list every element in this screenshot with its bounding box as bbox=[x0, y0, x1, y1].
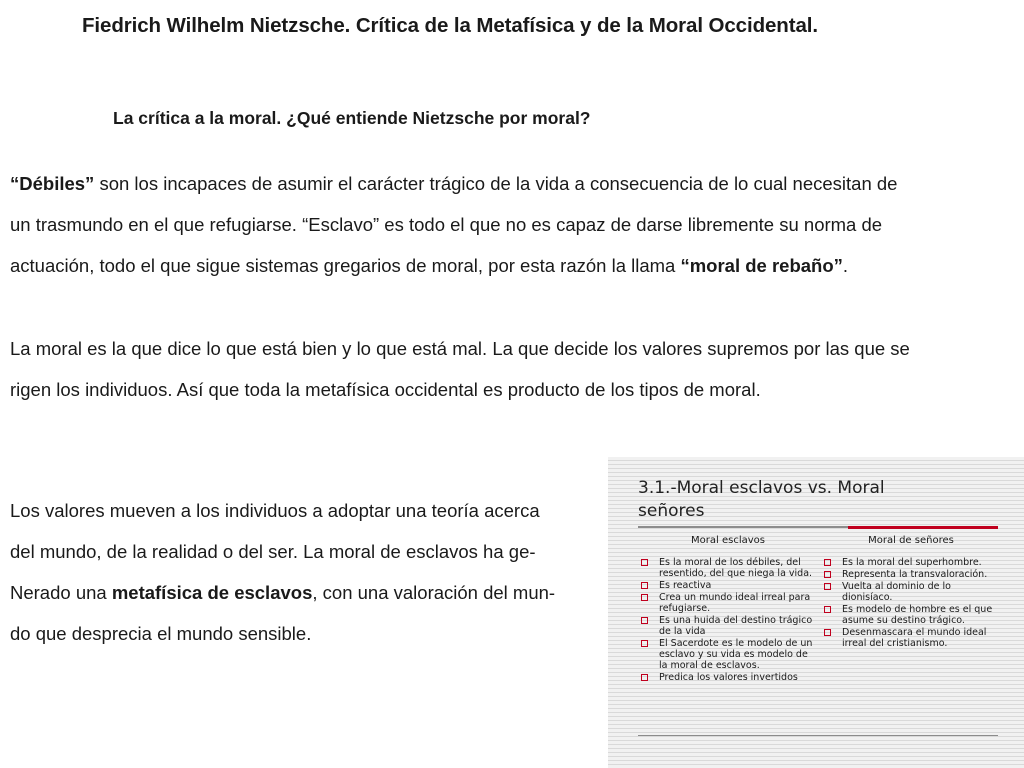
list-item bbox=[821, 569, 1001, 580]
text-span: , con una valoración del mun- bbox=[312, 582, 556, 603]
list-item bbox=[821, 581, 1001, 603]
list-item bbox=[821, 627, 1001, 649]
embedded-slide-image bbox=[608, 457, 1024, 768]
paragraph-line: del mundo, de la realidad o del ser. La moral de esclavos ha ge- bbox=[10, 541, 536, 562]
square-bullet-icon bbox=[641, 582, 648, 589]
page-title: Fiedrich Wilhelm Nietzsche. Crítica de la Metafísica y de la Moral Occidental. bbox=[82, 14, 818, 37]
paragraph-line: Los valores mueven a los individuos a adoptar una teoría acerca bbox=[10, 500, 540, 521]
bold-term: “Débiles” bbox=[10, 173, 95, 194]
column-header: Moral de señores bbox=[868, 535, 954, 546]
square-bullet-icon bbox=[824, 629, 831, 636]
slide-accent-divider bbox=[848, 526, 998, 529]
paragraph-debiles bbox=[10, 163, 897, 286]
list-item-text: El Sacerdote es le modelo de un esclavo y su vida es modelo de la moral de esclavos. bbox=[659, 638, 813, 671]
text-span: Nerado una bbox=[10, 582, 112, 603]
list-item-text: Predica los valores invertidos bbox=[659, 672, 798, 683]
list-item bbox=[638, 638, 818, 671]
slide-title-line: 3.1.-Moral esclavos vs. Moral bbox=[638, 478, 885, 498]
column-moral-esclavos bbox=[638, 535, 818, 684]
list-item-text: Es modelo de hombre es el que asume su destino trágico. bbox=[842, 604, 993, 626]
list-item bbox=[638, 580, 818, 591]
bold-term: “moral de rebaño” bbox=[680, 255, 843, 276]
list-item-text: Es la moral del superhombre. bbox=[842, 557, 982, 568]
list-item-text: Es una huida del destino trágico de la vida bbox=[659, 615, 813, 637]
column-header: Moral esclavos bbox=[691, 535, 765, 546]
text-span: actuación, todo el que sigue sistemas gregarios de moral, por esta razón la llama bbox=[10, 255, 681, 276]
paragraph-valores bbox=[10, 490, 555, 654]
square-bullet-icon bbox=[641, 594, 648, 601]
column-moral-senores bbox=[821, 535, 1001, 650]
list-item bbox=[821, 604, 1001, 626]
paragraph-line bbox=[10, 245, 897, 286]
list-item bbox=[638, 615, 818, 637]
paragraph-moral bbox=[10, 328, 910, 410]
list-item bbox=[638, 557, 818, 579]
paragraph-line bbox=[10, 572, 555, 613]
list-item bbox=[638, 592, 818, 614]
paragraph-line: un trasmundo en el que refugiarse. “Esclavo” es todo el que no es capaz de darse libremente su norma de bbox=[10, 214, 883, 235]
square-bullet-icon bbox=[641, 640, 648, 647]
slide-bottom-rule bbox=[638, 735, 998, 736]
square-bullet-icon bbox=[824, 571, 831, 578]
list-item-text: Representa la transvaloración. bbox=[842, 569, 988, 580]
list-item bbox=[821, 557, 1001, 568]
list-item-text: Crea un mundo ideal irreal para refugiarse. bbox=[659, 592, 811, 614]
text-span: son los incapaces de asumir el carácter trágico de la vida a consecuencia de lo cual necesitan de bbox=[94, 173, 898, 194]
list-item bbox=[638, 672, 818, 683]
page-subtitle: La crítica a la moral. ¿Qué entiende Nietzsche por moral? bbox=[113, 108, 591, 128]
square-bullet-icon bbox=[824, 559, 831, 566]
square-bullet-icon bbox=[641, 617, 648, 624]
slide-title-line: señores bbox=[638, 501, 705, 521]
bold-term: metafísica de esclavos bbox=[111, 582, 313, 603]
paragraph-line bbox=[10, 163, 897, 204]
slide-title bbox=[638, 477, 885, 523]
square-bullet-icon bbox=[824, 583, 831, 590]
list-item-text: Vuelta al dominio de lo dionisíaco. bbox=[842, 581, 951, 603]
paragraph-line: do que desprecia el mundo sensible. bbox=[10, 623, 312, 644]
square-bullet-icon bbox=[641, 674, 648, 681]
bullet-list bbox=[821, 557, 1001, 649]
bullet-list bbox=[638, 557, 818, 683]
list-item-text: Desenmascara el mundo ideal irreal del cristianismo. bbox=[842, 627, 987, 649]
square-bullet-icon bbox=[641, 559, 648, 566]
square-bullet-icon bbox=[824, 606, 831, 613]
paragraph-line: La moral es la que dice lo que está bien y lo que está mal. La que decide los valores supremos por las que se bbox=[10, 338, 910, 359]
paragraph-line: rigen los individuos. Así que toda la metafísica occidental es producto de los tipos de moral. bbox=[10, 379, 761, 400]
list-item-text: Es reactiva bbox=[659, 580, 712, 591]
text-span: . bbox=[842, 255, 849, 276]
list-item-text: Es la moral de los débiles, del resentido, del que niega la vida. bbox=[659, 557, 813, 579]
